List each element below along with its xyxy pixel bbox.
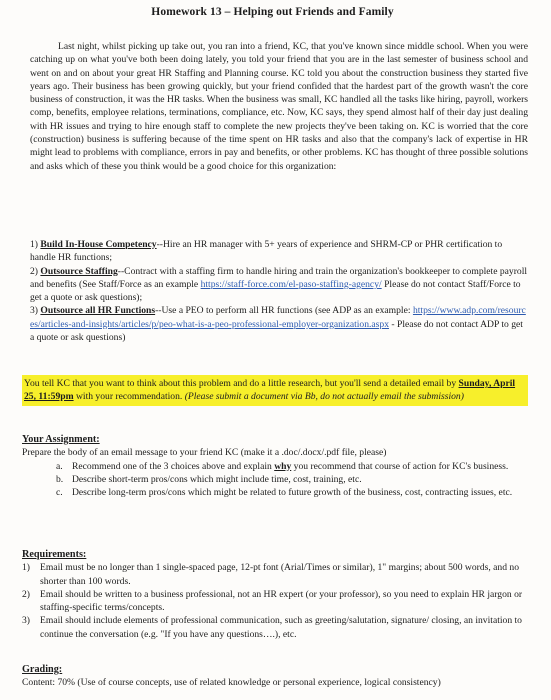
option-number: 3)	[30, 305, 38, 317]
assignment-item	[22, 473, 532, 486]
option-number: 2)	[30, 265, 38, 277]
item-marker: a.	[56, 460, 63, 472]
item-text: Recommend one of the 3 choices above and explain	[72, 460, 275, 472]
option-heading: Outsource all HR Functions	[40, 305, 156, 317]
highlight-lead: You tell KC that you want to think about this problem and do a little research, but you'll send a detailed email by	[24, 378, 459, 389]
options-list	[30, 238, 528, 344]
assignment-item	[22, 460, 532, 473]
req-text: Email should include elements of professional communication, such as greeting/salutation, signature/ closing, an invitation to continue the conversation (e.g. "If you have any questions….), etc.	[40, 615, 522, 640]
option-text: --Hire an HR manager with 5+ years of experience and SHRM-CP or PHR certification to handle HR functions;	[30, 239, 503, 264]
adp-link[interactable]: https://www.adp.com/resources/articles-and-insights/articles/p/peo-what-is-a-peo-professional-employer-organization.aspx	[30, 305, 526, 330]
item-emphasis: why	[274, 460, 292, 472]
intro-paragraph	[30, 40, 528, 173]
req-text: Email should be written to a business professional, not an HR expert (or your professor), so you need to explain HR jargon or staffing-specific terms/concepts.	[40, 588, 523, 614]
req-marker: 1)	[22, 562, 30, 574]
staff-force-link[interactable]: https://staff-force.com/el-paso-staffing-agency/	[200, 278, 382, 290]
assignment-item	[22, 486, 532, 499]
assignment-heading: Your Assignment:	[22, 434, 100, 445]
option-note: Please do not contact Staff/Force to get a quote or ask questions);	[30, 278, 521, 304]
requirement-item	[22, 561, 532, 588]
option-note: - Please do not contact ADP to get a quote or ask questions)	[30, 318, 523, 344]
due-date: Sunday, April 25, 11:59pm	[24, 378, 516, 403]
requirement-item	[22, 614, 532, 641]
option-2	[30, 265, 528, 305]
option-text: --Use a PEO to perform all HR functions (see ADP as an example:	[155, 305, 413, 317]
item-text-end: you recommend that course of action for KC's business.	[291, 460, 509, 472]
option-heading: Outsource Staffing	[40, 265, 118, 277]
requirement-item	[22, 588, 532, 615]
assignment-section	[22, 433, 532, 499]
submission-note: (Please submit a document via Bb, do not actually email the submission)	[184, 391, 464, 403]
requirements-section	[22, 548, 532, 641]
assignment-intro: Prepare the body of an email message to your friend KC (make it a .doc/.docx/.pdf file, please)	[22, 447, 387, 459]
req-marker: 3)	[22, 615, 30, 627]
req-marker: 2)	[22, 588, 30, 600]
option-1	[30, 238, 528, 265]
item-text: Describe short-term pros/cons which might include time, cost, training, etc.	[72, 473, 362, 485]
grading-text: Content: 70% (Use of course concepts, use of related knowledge or personal experience, logical consistency)	[22, 677, 441, 689]
item-marker: c.	[56, 487, 63, 499]
option-text: --Contract with a staffing firm to handle hiring and train the organization's bookkeeper to complete payroll and benefits (See Staff/Force as an example	[30, 265, 528, 290]
option-number: 1)	[30, 239, 38, 250]
requirements-heading: Requirements:	[22, 549, 87, 560]
intro-text: Last night, whilst picking up take out, you ran into a friend, KC, that you've known since middle school. When you were catching up on what you've both been doing lately, you told your friend that you are in the last semester of business school and went on and on about your great HR Staffing and Planning course. KC told you about the construction business they started five years ago. Their business has been growing quickly, but your friend confided that the hardest part of the growth wasn't the core business of construction, it was the HR tasks. When the business was small, KC handled all the tasks like hiring, payroll, workers comp, benefits, employee relations, terminations, compliance, etc. Now, KC says, they spend almost half of their day just dealing with HR issues and trying to hire enough staff to complete the new projects they've been taking on. KC is worried that the core (construction) business is suffering because of the time spent on HR tasks and also that the company's lack of expertise in HR might lead to problems with compliance, errors in pay and benefits, or other problems. KC has thought of three possible solutions and asks which of these you think would be a good choice for this organization:	[30, 41, 528, 172]
document-title: Homework 13 – Helping out Friends and Family	[151, 6, 394, 18]
req-text: Email must be no longer than 1 single-spaced page, 12-pt font (Arial/Times or similar), 1" margins; about 500 words, and no shorter than 100 words.	[40, 562, 519, 587]
item-marker: b.	[56, 473, 64, 485]
grading-section	[22, 663, 532, 690]
option-3	[30, 304, 528, 344]
grading-heading: Grading:	[22, 664, 63, 675]
highlight-mid: with your recommendation.	[73, 391, 185, 403]
option-heading: Build In-House Competency	[40, 239, 157, 250]
highlighted-instructions	[22, 375, 528, 406]
item-text: Describe long-term pros/cons which might be related to future growth of the business, cost, contracting issues, etc.	[72, 487, 513, 499]
